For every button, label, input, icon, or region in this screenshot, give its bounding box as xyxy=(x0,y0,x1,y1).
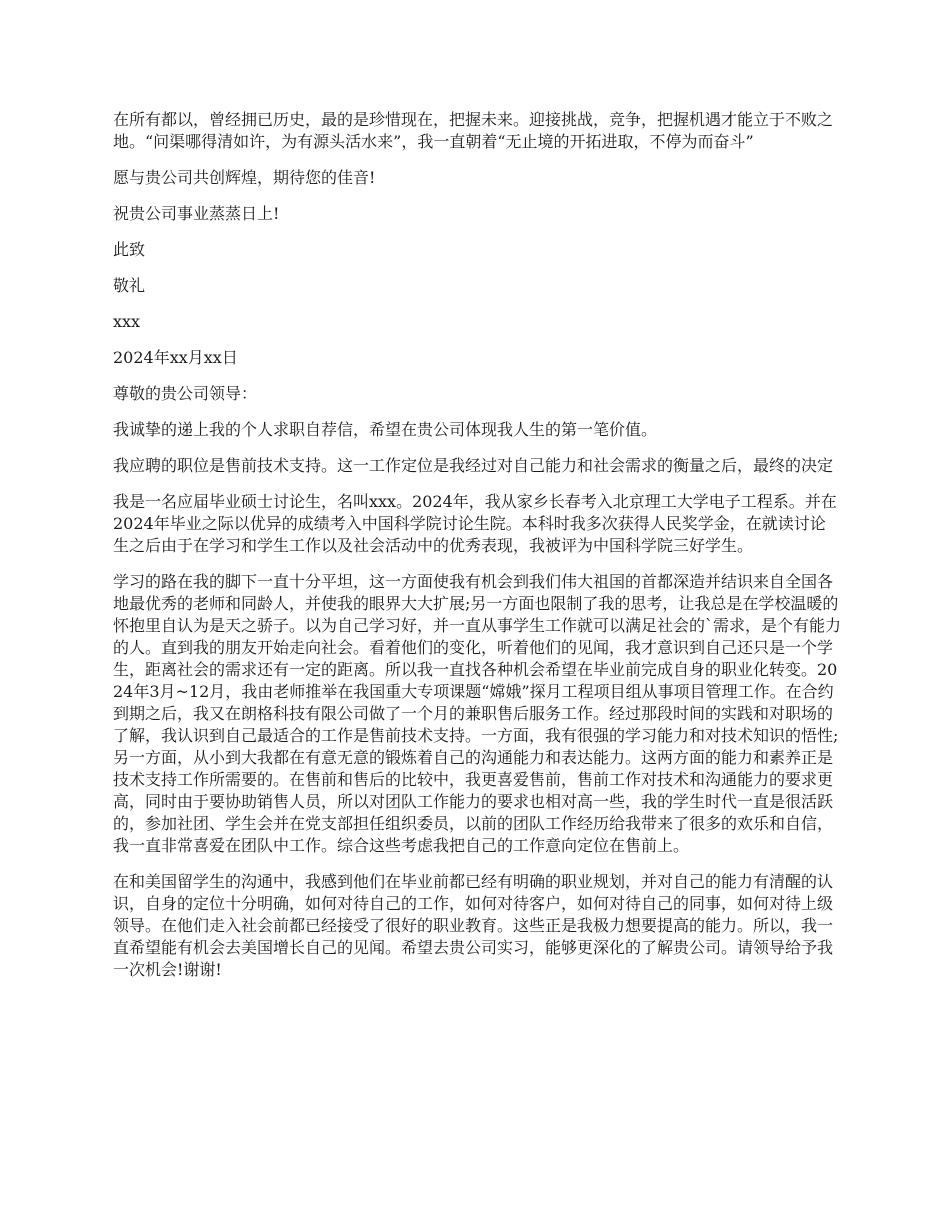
paragraph-wish-cooperation: 愿与贵公司共创辉煌，期待您的佳音! xyxy=(113,168,376,187)
salutation-closing: 此致 xyxy=(113,240,146,259)
paragraph-experience: 学习的路在我的脚下一直十分平坦，这一方面使我有机会到我们伟大祖国的首都深造并结识来自全国各地最优秀的老师和同龄人，并使我的眼界大大扩展;另一方面也限制了我的思考，让我总是在学校温暖的怀抱里自认为是天之骄子。以为自己学习好，并一直从事学生工作就可以满足社会的`需求，是个有能力的人。直到我的朋友开始走向社会。看着他们的变化，听着他们的见闻，我才意识到自己还只是一个学生，距离社会的需求还有一定的距离。所以我一直找各种机会希望在毕业前完成自身的职业化转变。2024年3月~12月，我由老师推举在我国重大专项课题“嫦娥”探月工程项目组从事项目管理工作。在合约到期之后，我又在朗格科技有限公司做了一个月的兼职售后服务工作。经过那段时间的实践和对职场的了解，我认识到自己最适合的工作是售前技术支持。一方面，我有很强的学习能力和对技术知识的悟性;另一方面，从小到大我都在有意无意的锻炼着自己的沟通能力和表达能力。这两方面的能力和素养正是技术支持工作所需要的。在售前和售后的比较中，我更喜爱售前，售前工作对技术和沟通能力的要求更高，同时由于要协助销售人员，所以对团队工作能力的要求也相对高一些，我的学生时代一直是很活跃的，参加社团、学生会并在党支部担任组织委员，以前的团队工作经历给我带来了很多的欢乐和自信，我一直非常喜爱在团队中工作。综合这些考虑我把自己的工作意向定位在售前上。 xyxy=(113,572,842,855)
paragraph-position: 我应聘的职位是售前技术支持。这一工作定位是我经过对自己能力和社会需求的衡量之后，最终的决定 xyxy=(113,456,834,475)
paragraph-background: 我是一名应届毕业硕士讨论生，名叫xxx。2024年，我从家乡长春考入北京理工大学电子工程系。并在2024年毕业之际以优异的成绩考入中国科学院讨论生院。本科时我多次获得人民奖学金，在就读讨论生之后由于在学习和学生工作以及社会活动中的优秀表现，我被评为中国科学院三好学生。 xyxy=(113,492,837,555)
document-body xyxy=(113,109,841,995)
salutation-respect: 敬礼 xyxy=(113,276,146,295)
paragraph-wish-success: 祝贵公司事业蒸蒸日上! xyxy=(113,204,280,223)
signature-name: xxx xyxy=(113,312,141,331)
paragraph-intro: 我诚挚的递上我的个人求职自荐信，希望在贵公司体现我人生的第一笔价值。 xyxy=(113,420,658,439)
signature-date: 2024年xx月xx日 xyxy=(113,348,238,367)
letter-greeting: 尊敬的贵公司领导： xyxy=(113,384,258,403)
paragraph-closing-motto: 在所有都以，曾经拥已历史，最的是珍惜现在，把握未来。迎接挑战，竞争，把握机遇才能立于不败之地。“问渠哪得清如许，为有源头活水来”，我一直朝着“无止境的开拓进取，不停为而奋斗” xyxy=(113,110,834,151)
paragraph-aspiration: 在和美国留学生的沟通中，我感到他们在毕业前都已经有明确的职业规划，并对自己的能力有清醒的认识，自身的定位十分明确，如何对待自己的工作，如何对待客户，如何对待自己的同事，如何对待上级领导。在他们走入社会前都已经接受了很好的职业教育。这些正是我极力想要提高的能力。所以，我一直希望能有机会去美国增长自己的见闻。希望去贵公司实习，能够更深化的了解贵公司。请领导给予我一次机会!谢谢! xyxy=(113,872,834,979)
